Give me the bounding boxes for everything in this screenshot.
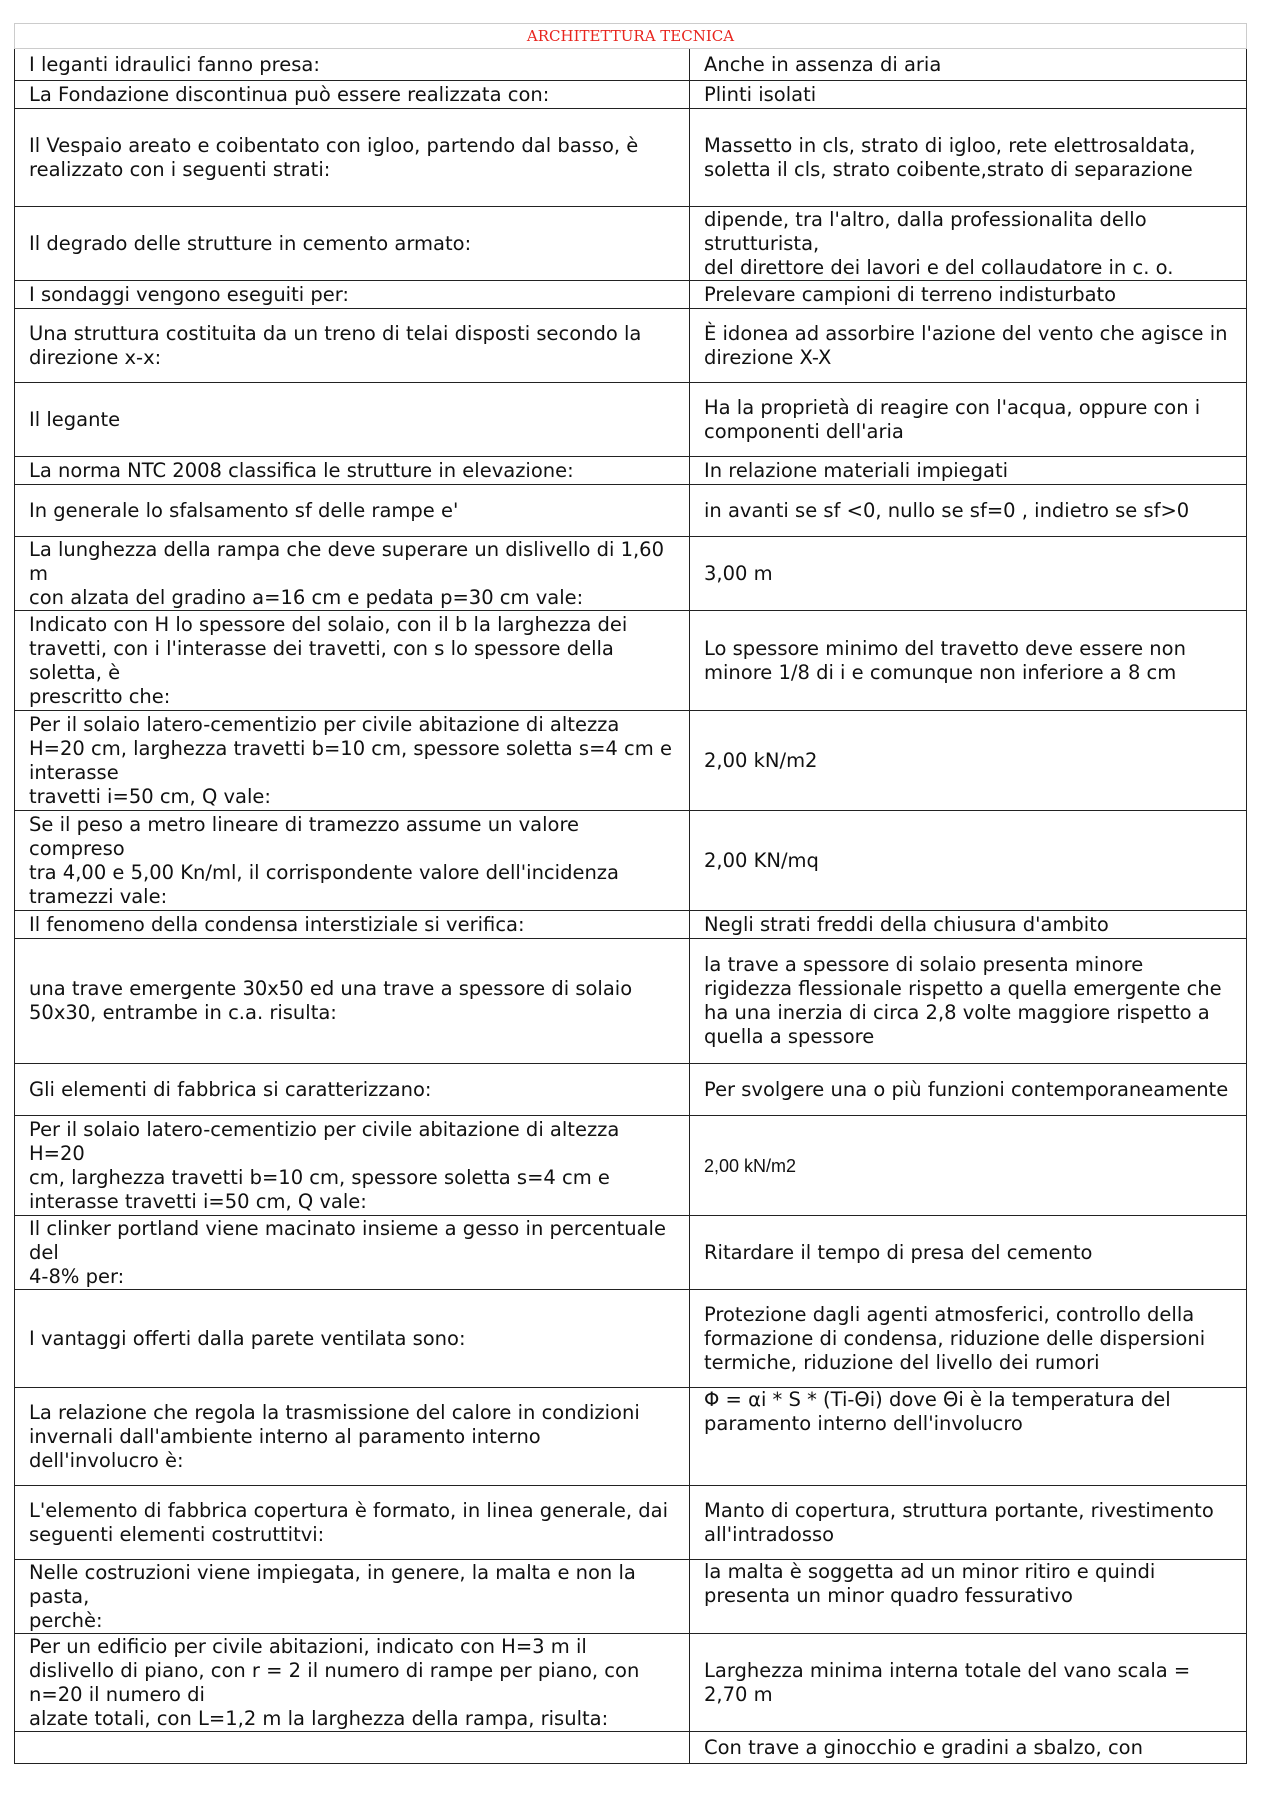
question-cell: I vantaggi offerti dalla parete ventilata sono: (15, 1290, 690, 1388)
table-row (15, 1064, 1247, 1116)
table-row (15, 611, 1247, 711)
table-row (15, 49, 1247, 81)
table-row (15, 81, 1247, 109)
question-cell: Per il solaio latero-cementizio per civile abitazione di altezza H=20 cm, larghezza travetti b=10 cm, spessore soletta s=4 cm e interasse travetti i=50 cm, Q vale: (15, 711, 690, 811)
question-cell: La relazione che regola la trasmissione del calore in condizioni invernali dall'ambiente interno al paramento interno dell'involucro è: (15, 1388, 690, 1486)
question-cell: Indicato con H lo spessore del solaio, con il b la larghezza dei travetti, con i l'interasse dei travetti, con s lo spessore della soletta, è prescritto che: (15, 611, 690, 711)
answer-cell: Per svolgere una o più funzioni contemporaneamente (690, 1064, 1247, 1116)
table-row (15, 811, 1247, 911)
table-row (15, 1290, 1247, 1388)
question-cell (15, 1732, 690, 1764)
document-title: ARCHITETTURA TECNICA (15, 24, 1247, 49)
question-cell: La lunghezza della rampa che deve superare un dislivello di 1,60 m con alzata del gradino a=16 cm e pedata p=30 cm vale: (15, 537, 690, 611)
table-row (15, 1486, 1247, 1560)
answer-cell: Manto di copertura, struttura portante, rivestimento all'intradosso (690, 1486, 1247, 1560)
answer-cell: Anche in assenza di aria (690, 49, 1247, 81)
question-cell: Per il solaio latero-cementizio per civile abitazione di altezza H=20 cm, larghezza travetti b=10 cm, spessore soletta s=4 cm e interasse travetti i=50 cm, Q vale: (15, 1116, 690, 1216)
answer-cell: Φ = αi * S * (Ti-Θi) dove Θi è la temperatura del paramento interno dell'involucro (690, 1388, 1247, 1486)
document-page (14, 23, 1246, 1764)
answer-cell: Massetto in cls, strato di igloo, rete elettrosaldata, soletta il cls, strato coibente,strato di separazione (690, 109, 1247, 207)
question-cell: Gli elementi di fabbrica si caratterizzano: (15, 1064, 690, 1116)
answer-cell: Con trave a ginocchio e gradini a sbalzo, con (690, 1732, 1247, 1764)
table-row (15, 1116, 1247, 1216)
question-cell: Il clinker portland viene macinato insieme a gesso in percentuale del 4-8% per: (15, 1216, 690, 1290)
question-cell: Nelle costruzioni viene impiegata, in genere, la malta e non la pasta, perchè: (15, 1560, 690, 1634)
question-cell: Per un edificio per civile abitazioni, indicato con H=3 m il dislivello di piano, con r = 2 il numero di rampe per piano, con n=20 il numero di alzate totali, con L=1,2 m la larghezza della rampa, risulta: (15, 1634, 690, 1732)
question-cell: I sondaggi vengono eseguiti per: (15, 281, 690, 309)
answer-cell: Negli strati freddi della chiusura d'ambito (690, 911, 1247, 939)
qa-table (14, 23, 1247, 1764)
answer-cell: 3,00 m (690, 537, 1247, 611)
table-row (15, 457, 1247, 485)
answer-cell: Larghezza minima interna totale del vano scala = 2,70 m (690, 1634, 1247, 1732)
answer-cell: In relazione materiali impiegati (690, 457, 1247, 485)
answer-cell: Lo spessore minimo del travetto deve essere non minore 1/8 di i e comunque non inferiore a 8 cm (690, 611, 1247, 711)
answer-cell: 2,00 kN/m2 (690, 711, 1247, 811)
table-row (15, 939, 1247, 1064)
answer-cell: dipende, tra l'altro, dalla professionalita dello strutturista, del direttore dei lavori e del collaudatore in c. o. (690, 207, 1247, 281)
table-row (15, 281, 1247, 309)
question-cell: Una struttura costituita da un treno di telai disposti secondo la direzione x-x: (15, 309, 690, 383)
answer-cell: la malta è soggetta ad un minor ritiro e quindi presenta un minor quadro fessurativo (690, 1560, 1247, 1634)
question-cell: Se il peso a metro lineare di tramezzo assume un valore compreso tra 4,00 e 5,00 Kn/ml, il corrispondente valore dell'incidenza tramezzi vale: (15, 811, 690, 911)
answer-cell: Plinti isolati (690, 81, 1247, 109)
table-row (15, 537, 1247, 611)
table-row (15, 485, 1247, 537)
question-cell: La norma NTC 2008 classifica le strutture in elevazione: (15, 457, 690, 485)
table-row (15, 1388, 1247, 1486)
question-cell: I leganti idraulici fanno presa: (15, 49, 690, 81)
answer-cell: Ritardare il tempo di presa del cemento (690, 1216, 1247, 1290)
answer-cell: 2,00 kN/m2 (690, 1116, 1247, 1216)
answer-cell: Protezione dagli agenti atmosferici, controllo della formazione di condensa, riduzione delle dispersioni termiche, riduzione del livello dei rumori (690, 1290, 1247, 1388)
answer-cell: 2,00 KN/mq (690, 811, 1247, 911)
question-cell: La Fondazione discontinua può essere realizzata con: (15, 81, 690, 109)
table-row (15, 1560, 1247, 1634)
table-row (15, 309, 1247, 383)
answer-cell: la trave a spessore di solaio presenta minore rigidezza flessionale rispetto a quella emergente che ha una inerzia di circa 2,8 volte maggiore rispetto a quella a spessore (690, 939, 1247, 1064)
table-row (15, 711, 1247, 811)
question-cell: una trave emergente 30x50 ed una trave a spessore di solaio 50x30, entrambe in c.a. risulta: (15, 939, 690, 1064)
table-row (15, 1634, 1247, 1732)
table-row (15, 1732, 1247, 1764)
table-row (15, 109, 1247, 207)
table-row (15, 1216, 1247, 1290)
question-cell: L'elemento di fabbrica copertura è formato, in linea generale, dai seguenti elementi costruttitvi: (15, 1486, 690, 1560)
question-cell: Il degrado delle strutture in cemento armato: (15, 207, 690, 281)
title-row (15, 24, 1247, 49)
answer-cell: in avanti se sf <0, nullo se sf=0 , indietro se sf>0 (690, 485, 1247, 537)
answer-cell: Ha la proprietà di reagire con l'acqua, oppure con i componenti dell'aria (690, 383, 1247, 457)
answer-cell: È idonea ad assorbire l'azione del vento che agisce in direzione X-X (690, 309, 1247, 383)
table-row (15, 207, 1247, 281)
table-row (15, 383, 1247, 457)
question-cell: Il legante (15, 383, 690, 457)
question-cell: Il Vespaio areato e coibentato con igloo, partendo dal basso, è realizzato con i seguenti strati: (15, 109, 690, 207)
question-cell: Il fenomeno della condensa interstiziale si verifica: (15, 911, 690, 939)
table-row (15, 911, 1247, 939)
answer-cell: Prelevare campioni di terreno indisturbato (690, 281, 1247, 309)
question-cell: In generale lo sfalsamento sf delle rampe e' (15, 485, 690, 537)
